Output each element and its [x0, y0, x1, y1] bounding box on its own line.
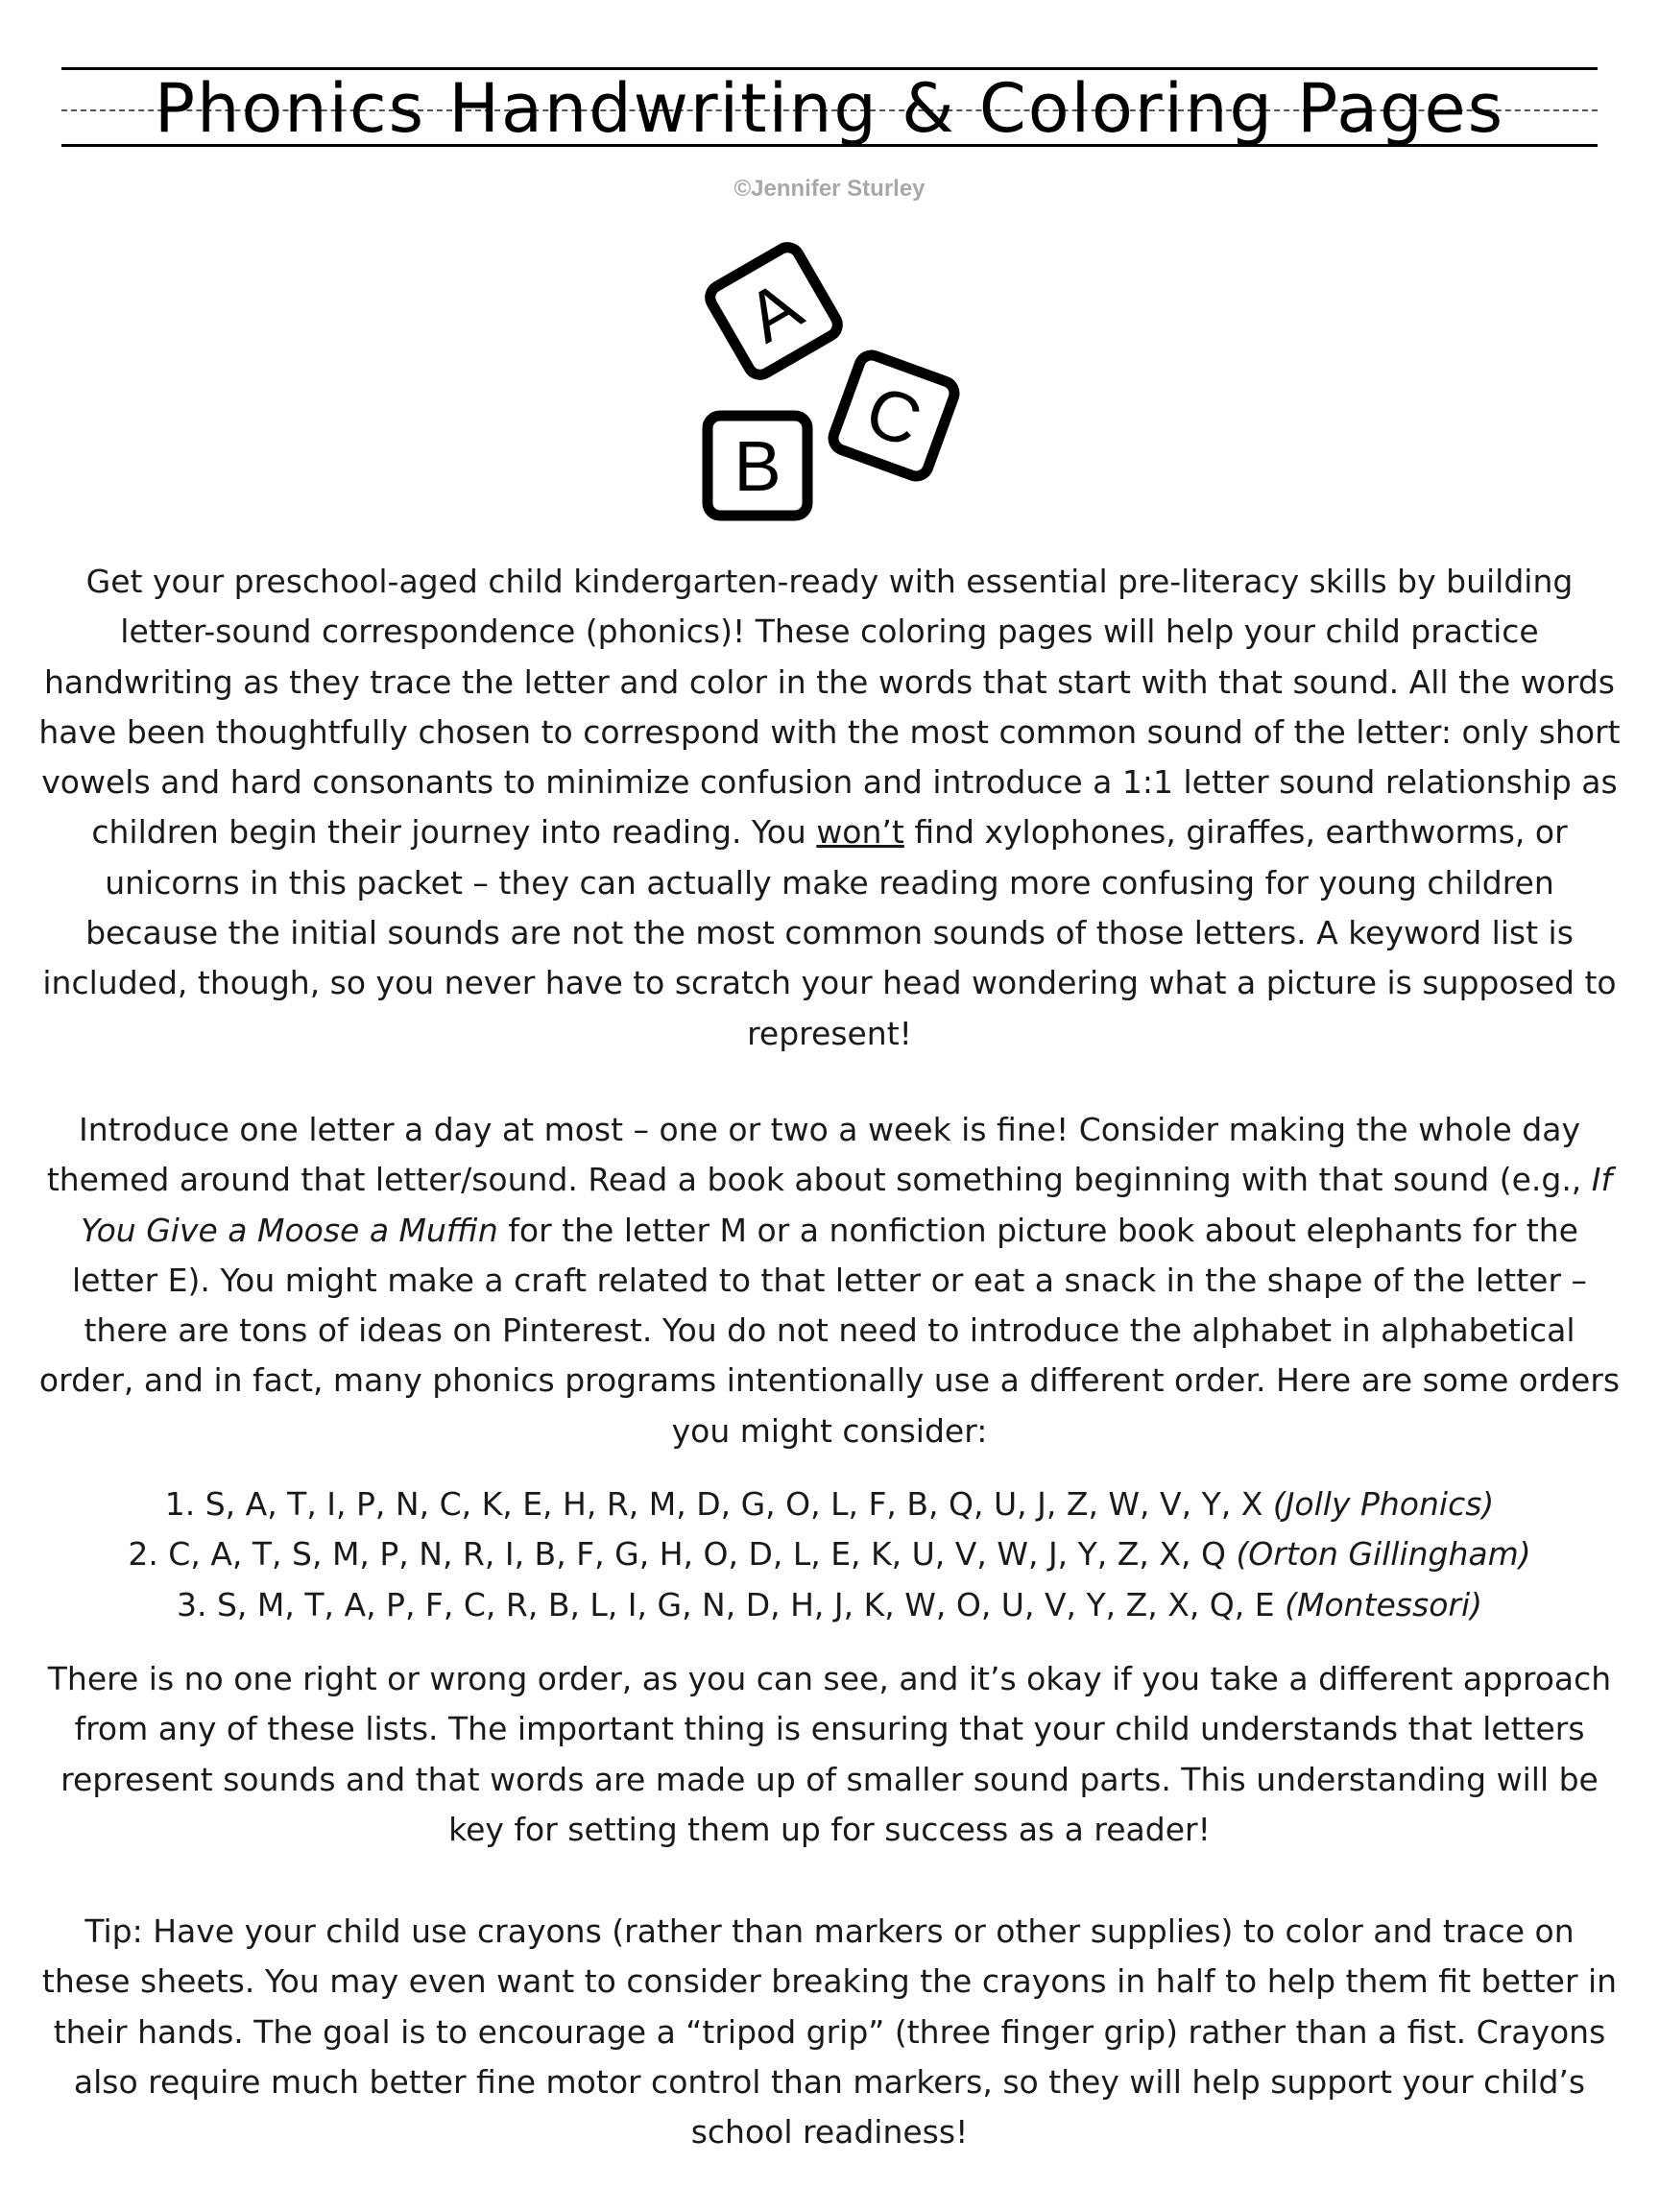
list-item	[38, 1479, 1621, 1529]
order-method: (Orton Gillingham)	[1236, 1535, 1531, 1574]
block-a-letter: A	[733, 265, 815, 358]
intro-text-start: Get your preschool-aged child kindergarten-ready with essential pre-literacy skills by building letter-sound correspondence (phonics)! These coloring pages will help your child practice handwriting as they trace the letter and color in the words that start with that sound. All the words have been thoughtfully chosen to correspond with the most common sound of the letter: only short vowels and hard consonants to minimize confusion and introduce a 1:1 letter sound relationship as children begin their journey into reading. You	[38, 563, 1621, 852]
introduce-paragraph	[38, 1105, 1621, 1456]
intro-text-end: find xylophones, giraffes, earthworms, or unicorns in this packet – they can actually make reading more confusing for young children because the initial sounds are not the most common sounds of those letters. A keyword list is included, though, so you never have to scratch your head wondering what a picture is supposed to represent!	[42, 813, 1617, 1052]
order-sequence: 2. C, A, T, S, M, P, N, R, I, B, F, G, H, O, D, L, E, K, U, V, W, J, Y, Z, X, Q	[128, 1535, 1226, 1574]
block-b-letter: B	[733, 426, 781, 506]
order-sequence: 1. S, A, T, I, P, N, C, K, E, H, R, M, D, G, O, L, F, B, Q, U, J, Z, W, V, Y, X	[164, 1485, 1263, 1523]
order-method: (Montessori)	[1285, 1585, 1482, 1623]
intro-paragraph	[38, 557, 1621, 1059]
abc-blocks-icon	[697, 236, 975, 528]
block-b-icon	[708, 416, 807, 516]
block-c-icon	[830, 351, 957, 479]
letter-order-list	[38, 1479, 1621, 1630]
copyright-notice: ©Jennifer Sturley	[733, 176, 926, 202]
list-item	[38, 1580, 1621, 1630]
order-method: (Jolly Phonics)	[1272, 1485, 1495, 1523]
book-title: If You Give a Moose a Muffin	[81, 1161, 1613, 1249]
list-item	[38, 1529, 1621, 1579]
block-a-icon	[706, 243, 842, 379]
introduce-text-start: Introduce one letter a day at most – one or two a week is fine! Consider making the whole day themed around that letter/sound. Read a book about something beginning with that sound (e.g.,	[46, 1111, 1592, 1199]
order-sequence: 3. S, M, T, A, P, F, C, R, B, L, I, G, N, D, H, J, K, W, O, U, V, Y, Z, X, Q, E	[177, 1585, 1275, 1623]
block-c-letter: C	[855, 370, 932, 463]
page-title-text: Phonics Handwriting & Coloring Pages	[154, 69, 1505, 148]
tip-paragraph: Tip: Have your child use crayons (rather than markers or other supplies) to color and trace on these sheets. You may even want to consider breaking the crayons in half to help them fit better in their hands. The goal is to encourage a “tripod grip” (three finger grip) rather than a fist. Crayons also require much better fine motor control than markers, so they will help support your child’s school readiness!	[41, 1912, 1618, 2152]
no-wrong-order-paragraph: There is no one right or wrong order, as you can see, and it’s okay if you take a different approach from any of these lists. The important thing is ensuring that your child understands that letters represent sounds and that words are made up of smaller sound parts. This understanding will be key for setting them up for success as a reader!	[47, 1660, 1612, 1848]
page-title	[61, 67, 1598, 163]
intro-underlined-word: won’t	[816, 813, 904, 852]
introduce-text-end: for the letter M or a nonfiction picture book about elephants for the letter E). You might make a craft related to that letter or eat a snack in the shape of the letter – there are tons of ideas on Pinterest. You do not need to introduce the alphabet in alphabetical order, and in fact, many phonics programs intentionally use a different order. Here are some orders you might consider:	[38, 1211, 1621, 1450]
